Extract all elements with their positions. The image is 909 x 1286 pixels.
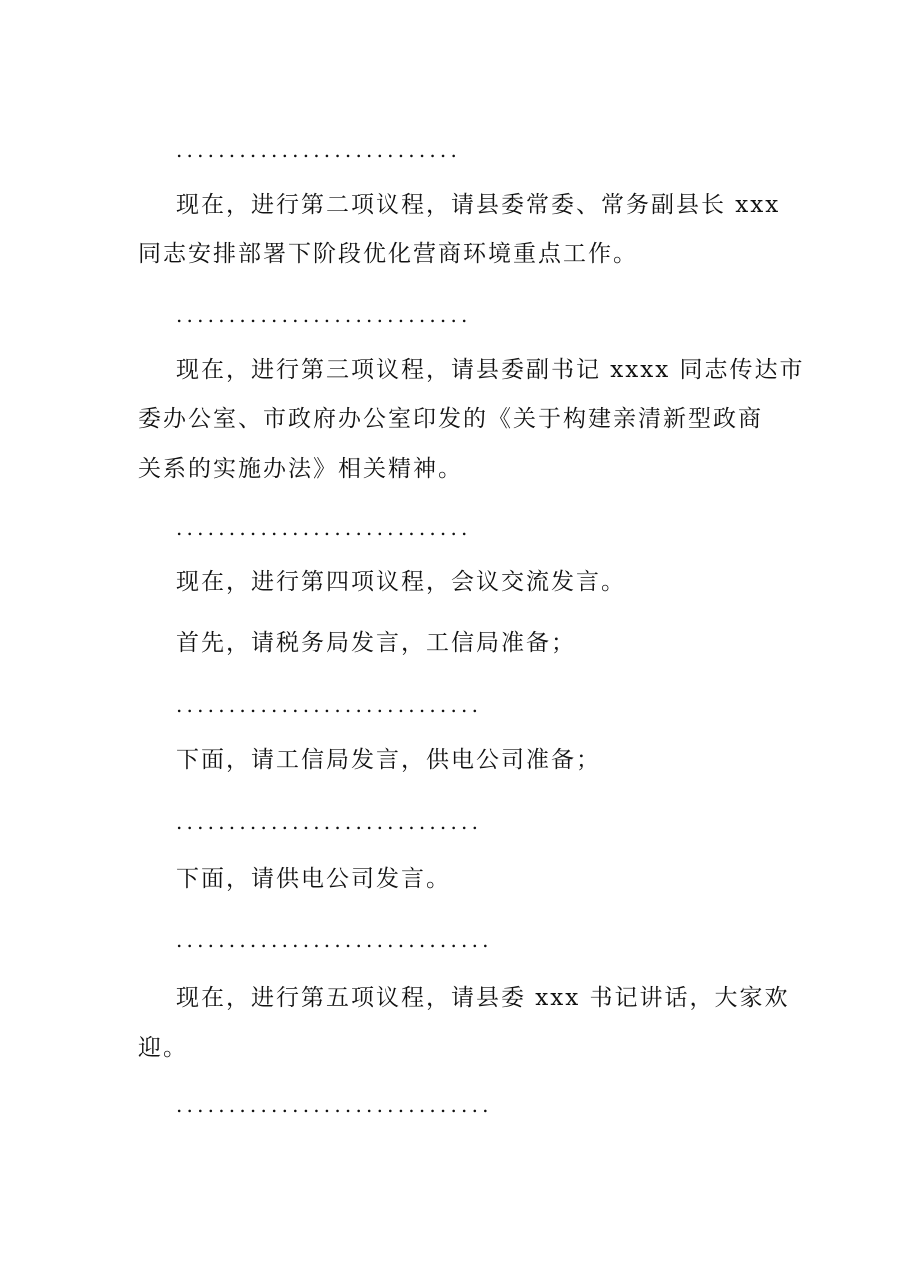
agenda-item-3-line-2: 委办公室、市政府办公室印发的《关于构建亲清新型政商 xyxy=(138,406,763,432)
speech-power-company: 下面，请供电公司发言。 xyxy=(176,866,451,892)
ellipsis-separator: .............................. xyxy=(176,1093,493,1117)
agenda-item-4: 现在，进行第四项议程，会议交流发言。 xyxy=(176,569,626,595)
ellipsis-separator: ............................ xyxy=(176,303,472,327)
ellipsis-separator: ............................ xyxy=(176,516,472,540)
agenda-item-2-line-2: 同志安排部署下阶段优化营商环境重点工作。 xyxy=(138,241,638,267)
agenda-item-2-line-1: 现在，进行第二项议程，请县委常委、常务副县长 xxx xyxy=(176,192,781,218)
ellipsis-separator: ............................. xyxy=(176,693,483,717)
speech-industry-bureau: 下面，请工信局发言，供电公司准备； xyxy=(176,747,601,773)
ellipsis-separator: .............................. xyxy=(176,928,493,952)
speech-tax-bureau: 首先，请税务局发言，工信局准备； xyxy=(176,630,576,656)
agenda-item-3-line-1: 现在，进行第三项议程，请县委副书记 xxxx 同志传达市 xyxy=(176,357,805,383)
ellipsis-separator: ........................... xyxy=(176,138,462,162)
agenda-item-3-line-3: 关系的实施办法》相关精神。 xyxy=(138,456,463,482)
ellipsis-separator: ............................. xyxy=(176,810,483,834)
agenda-item-5-line-2: 迎。 xyxy=(138,1035,188,1061)
agenda-item-5-line-1: 现在，进行第五项议程，请县委 xxx 书记讲话，大家欢 xyxy=(176,985,790,1011)
